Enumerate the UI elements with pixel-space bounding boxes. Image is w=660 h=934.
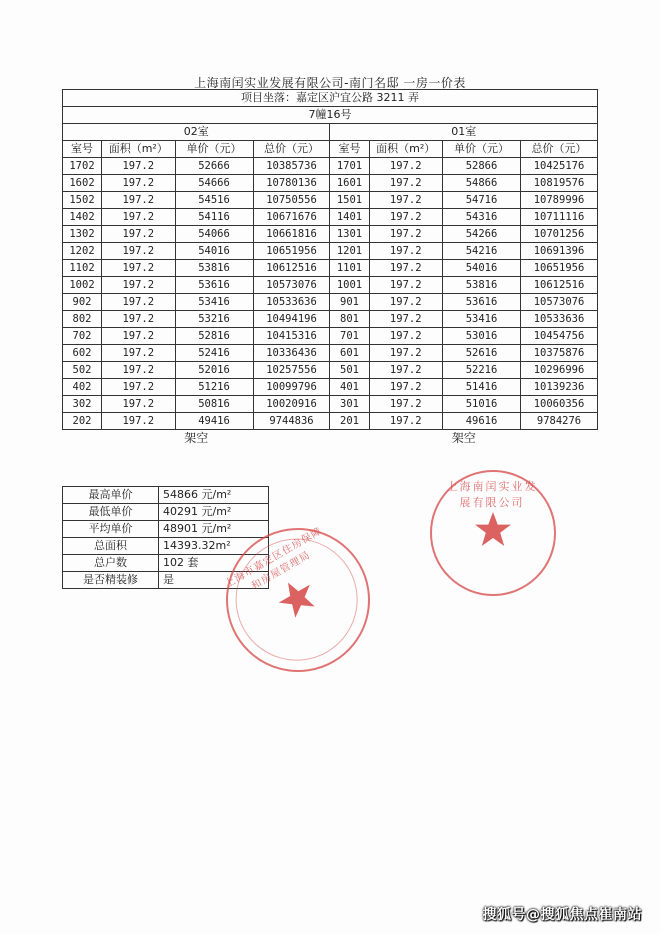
total-price-cell: 10661816 bbox=[253, 226, 330, 243]
table-row bbox=[63, 311, 598, 328]
unit-price-cell: 52866 bbox=[442, 158, 520, 175]
unit-price-cell: 52666 bbox=[175, 158, 253, 175]
building-cell: 7幢16号 bbox=[63, 107, 598, 124]
room-cell: 401 bbox=[330, 379, 369, 396]
total-price-cell: 10819576 bbox=[521, 175, 598, 192]
total-price-cell: 10573076 bbox=[521, 294, 598, 311]
room-cell: 1002 bbox=[63, 277, 102, 294]
summary-value: 102 套 bbox=[159, 555, 269, 572]
col-unit-price-header: 单价（元） bbox=[442, 141, 520, 158]
summary-row bbox=[63, 504, 269, 521]
summary-row bbox=[63, 538, 269, 555]
table-row bbox=[63, 209, 598, 226]
area-cell: 197.2 bbox=[102, 362, 175, 379]
room-cell: 402 bbox=[63, 379, 102, 396]
price-table bbox=[62, 89, 598, 447]
unit-price-cell: 51216 bbox=[175, 379, 253, 396]
unit-price-cell: 54866 bbox=[442, 175, 520, 192]
unit-price-cell: 54016 bbox=[175, 243, 253, 260]
company-seal bbox=[430, 470, 556, 596]
total-price-cell: 10701256 bbox=[521, 226, 598, 243]
table-row bbox=[63, 413, 598, 430]
room-cell: 1601 bbox=[330, 175, 369, 192]
room-cell: 1101 bbox=[330, 260, 369, 277]
total-price-cell: 10060356 bbox=[521, 396, 598, 413]
room-cell: 601 bbox=[330, 345, 369, 362]
unit-price-cell: 52816 bbox=[175, 328, 253, 345]
total-price-cell: 10494196 bbox=[253, 311, 330, 328]
seal-arc-text: 上海市嘉定区住房保障和房屋管理局 bbox=[223, 525, 325, 593]
room-cell: 1602 bbox=[63, 175, 102, 192]
total-price-cell: 10573076 bbox=[253, 277, 330, 294]
col-area-header: 面积（m²） bbox=[102, 141, 175, 158]
room-cell: 902 bbox=[63, 294, 102, 311]
summary-row bbox=[63, 487, 269, 504]
total-price-cell: 10336436 bbox=[253, 345, 330, 362]
unit-price-cell: 52616 bbox=[442, 345, 520, 362]
unit-price-cell: 51016 bbox=[442, 396, 520, 413]
area-cell: 197.2 bbox=[369, 413, 442, 430]
room-cell: 201 bbox=[330, 413, 369, 430]
total-price-cell: 9744836 bbox=[253, 413, 330, 430]
room-cell: 301 bbox=[330, 396, 369, 413]
total-price-cell: 10385736 bbox=[253, 158, 330, 175]
total-price-cell: 10099796 bbox=[253, 379, 330, 396]
summary-label: 总面积 bbox=[63, 538, 159, 555]
unit-price-cell: 53416 bbox=[442, 311, 520, 328]
area-cell: 197.2 bbox=[369, 158, 442, 175]
left-footer-note: 架空 bbox=[184, 431, 209, 445]
area-cell: 197.2 bbox=[102, 243, 175, 260]
left-group-header: 02室 bbox=[63, 124, 330, 141]
unit-price-cell: 53016 bbox=[442, 328, 520, 345]
total-price-cell: 10612516 bbox=[253, 260, 330, 277]
room-cell: 702 bbox=[63, 328, 102, 345]
star-icon bbox=[473, 510, 513, 550]
room-cell: 602 bbox=[63, 345, 102, 362]
unit-price-cell: 53616 bbox=[175, 277, 253, 294]
total-price-cell: 10780136 bbox=[253, 175, 330, 192]
table-row bbox=[63, 175, 598, 192]
room-cell: 802 bbox=[63, 311, 102, 328]
unit-price-cell: 54666 bbox=[175, 175, 253, 192]
unit-price-cell: 52016 bbox=[175, 362, 253, 379]
room-cell: 801 bbox=[330, 311, 369, 328]
room-cell: 501 bbox=[330, 362, 369, 379]
summary-label: 平均单价 bbox=[63, 521, 159, 538]
unit-price-cell: 51416 bbox=[442, 379, 520, 396]
total-price-cell: 10296996 bbox=[521, 362, 598, 379]
room-cell: 202 bbox=[63, 413, 102, 430]
area-cell: 197.2 bbox=[102, 413, 175, 430]
summary-value: 是 bbox=[159, 572, 269, 589]
total-price-cell: 10651956 bbox=[253, 243, 330, 260]
area-cell: 197.2 bbox=[102, 175, 175, 192]
table-row bbox=[63, 345, 598, 362]
table-row bbox=[63, 192, 598, 209]
area-cell: 197.2 bbox=[369, 192, 442, 209]
summary-value: 54866 元/m² bbox=[159, 487, 269, 504]
table-row bbox=[63, 226, 598, 243]
total-price-cell: 10139236 bbox=[521, 379, 598, 396]
unit-price-cell: 54216 bbox=[442, 243, 520, 260]
total-price-cell: 10020916 bbox=[253, 396, 330, 413]
unit-price-cell: 49416 bbox=[175, 413, 253, 430]
right-footer-note: 架空 bbox=[451, 431, 476, 445]
col-unit-price-header: 单价（元） bbox=[175, 141, 253, 158]
summary-value: 14393.32m² bbox=[159, 538, 269, 555]
summary-value: 40291 元/m² bbox=[159, 504, 269, 521]
room-cell: 1702 bbox=[63, 158, 102, 175]
room-cell: 1301 bbox=[330, 226, 369, 243]
area-cell: 197.2 bbox=[369, 243, 442, 260]
unit-price-cell: 49616 bbox=[442, 413, 520, 430]
room-cell: 1501 bbox=[330, 192, 369, 209]
area-cell: 197.2 bbox=[369, 345, 442, 362]
area-cell: 197.2 bbox=[369, 209, 442, 226]
room-cell: 302 bbox=[63, 396, 102, 413]
unit-price-cell: 54266 bbox=[442, 226, 520, 243]
total-price-cell: 10671676 bbox=[253, 209, 330, 226]
area-cell: 197.2 bbox=[102, 209, 175, 226]
unit-price-cell: 53816 bbox=[175, 260, 253, 277]
summary-row bbox=[63, 521, 269, 538]
table-row bbox=[63, 379, 598, 396]
summary-label: 最高单价 bbox=[63, 487, 159, 504]
total-price-cell: 10711116 bbox=[521, 209, 598, 226]
table-row bbox=[63, 243, 598, 260]
unit-price-cell: 54516 bbox=[175, 192, 253, 209]
area-cell: 197.2 bbox=[369, 277, 442, 294]
area-cell: 197.2 bbox=[369, 311, 442, 328]
summary-label: 是否精装修 bbox=[63, 572, 159, 589]
room-cell: 1502 bbox=[63, 192, 102, 209]
col-area-header: 面积（m²） bbox=[369, 141, 442, 158]
area-cell: 197.2 bbox=[102, 379, 175, 396]
total-price-cell: 10789996 bbox=[521, 192, 598, 209]
unit-price-cell: 54066 bbox=[175, 226, 253, 243]
summary-value: 48901 元/m² bbox=[159, 521, 269, 538]
table-row bbox=[63, 362, 598, 379]
summary-label: 总户数 bbox=[63, 555, 159, 572]
area-cell: 197.2 bbox=[369, 226, 442, 243]
area-cell: 197.2 bbox=[369, 328, 442, 345]
table-row bbox=[63, 277, 598, 294]
room-cell: 701 bbox=[330, 328, 369, 345]
seal-arc-text: 上海南闰实业发展有限公司 bbox=[446, 480, 538, 509]
room-cell: 1401 bbox=[330, 209, 369, 226]
unit-price-cell: 54116 bbox=[175, 209, 253, 226]
unit-price-cell: 53416 bbox=[175, 294, 253, 311]
unit-price-cell: 53616 bbox=[442, 294, 520, 311]
area-cell: 197.2 bbox=[369, 379, 442, 396]
area-cell: 197.2 bbox=[369, 260, 442, 277]
document-title: 上海南闰实业发展有限公司-南门名邸 一房一价表 bbox=[194, 76, 466, 90]
unit-price-cell: 54016 bbox=[442, 260, 520, 277]
room-cell: 1202 bbox=[63, 243, 102, 260]
column-header-row bbox=[63, 141, 598, 158]
table-rows bbox=[63, 158, 598, 430]
room-cell: 1701 bbox=[330, 158, 369, 175]
col-room-header: 室号 bbox=[63, 141, 102, 158]
room-cell: 502 bbox=[63, 362, 102, 379]
total-price-cell: 10425176 bbox=[521, 158, 598, 175]
area-cell: 197.2 bbox=[102, 311, 175, 328]
unit-price-cell: 52416 bbox=[175, 345, 253, 362]
total-price-cell: 10533636 bbox=[521, 311, 598, 328]
area-cell: 197.2 bbox=[102, 294, 175, 311]
room-cell: 1001 bbox=[330, 277, 369, 294]
room-cell: 1302 bbox=[63, 226, 102, 243]
col-total-price-header: 总价（元） bbox=[253, 141, 330, 158]
area-cell: 197.2 bbox=[369, 396, 442, 413]
table-row bbox=[63, 396, 598, 413]
area-cell: 197.2 bbox=[102, 328, 175, 345]
area-cell: 197.2 bbox=[369, 294, 442, 311]
col-room-header: 室号 bbox=[330, 141, 369, 158]
table-row bbox=[63, 260, 598, 277]
unit-price-cell: 54716 bbox=[442, 192, 520, 209]
unit-price-cell: 54316 bbox=[442, 209, 520, 226]
total-price-cell: 10750556 bbox=[253, 192, 330, 209]
unit-price-cell: 50816 bbox=[175, 396, 253, 413]
total-price-cell: 10533636 bbox=[253, 294, 330, 311]
location-cell: 项目坐落：嘉定区沪宜公路 3211 弄 bbox=[63, 90, 598, 107]
area-cell: 197.2 bbox=[369, 175, 442, 192]
area-cell: 197.2 bbox=[102, 277, 175, 294]
total-price-cell: 10257556 bbox=[253, 362, 330, 379]
unit-price-cell: 53216 bbox=[175, 311, 253, 328]
unit-price-cell: 52216 bbox=[442, 362, 520, 379]
total-price-cell: 10454756 bbox=[521, 328, 598, 345]
total-price-cell: 10651956 bbox=[521, 260, 598, 277]
right-group-header: 01室 bbox=[330, 124, 598, 141]
total-price-cell: 10415316 bbox=[253, 328, 330, 345]
table-row bbox=[63, 158, 598, 175]
unit-price-cell: 53816 bbox=[442, 277, 520, 294]
table-row bbox=[63, 328, 598, 345]
total-price-cell: 10691396 bbox=[521, 243, 598, 260]
total-price-cell: 10612516 bbox=[521, 277, 598, 294]
room-cell: 1402 bbox=[63, 209, 102, 226]
area-cell: 197.2 bbox=[102, 226, 175, 243]
area-cell: 197.2 bbox=[102, 192, 175, 209]
room-cell: 1201 bbox=[330, 243, 369, 260]
table-row bbox=[63, 294, 598, 311]
room-cell: 901 bbox=[330, 294, 369, 311]
room-cell: 1102 bbox=[63, 260, 102, 277]
summary-label: 最低单价 bbox=[63, 504, 159, 521]
area-cell: 197.2 bbox=[102, 158, 175, 175]
area-cell: 197.2 bbox=[102, 260, 175, 277]
watermark-footer: 搜狐号@搜狐焦点崔南站 bbox=[482, 907, 642, 923]
total-price-cell: 10375876 bbox=[521, 345, 598, 362]
total-price-cell: 9784276 bbox=[521, 413, 598, 430]
col-total-price-header: 总价（元） bbox=[521, 141, 598, 158]
area-cell: 197.2 bbox=[369, 362, 442, 379]
area-cell: 197.2 bbox=[102, 345, 175, 362]
area-cell: 197.2 bbox=[102, 396, 175, 413]
